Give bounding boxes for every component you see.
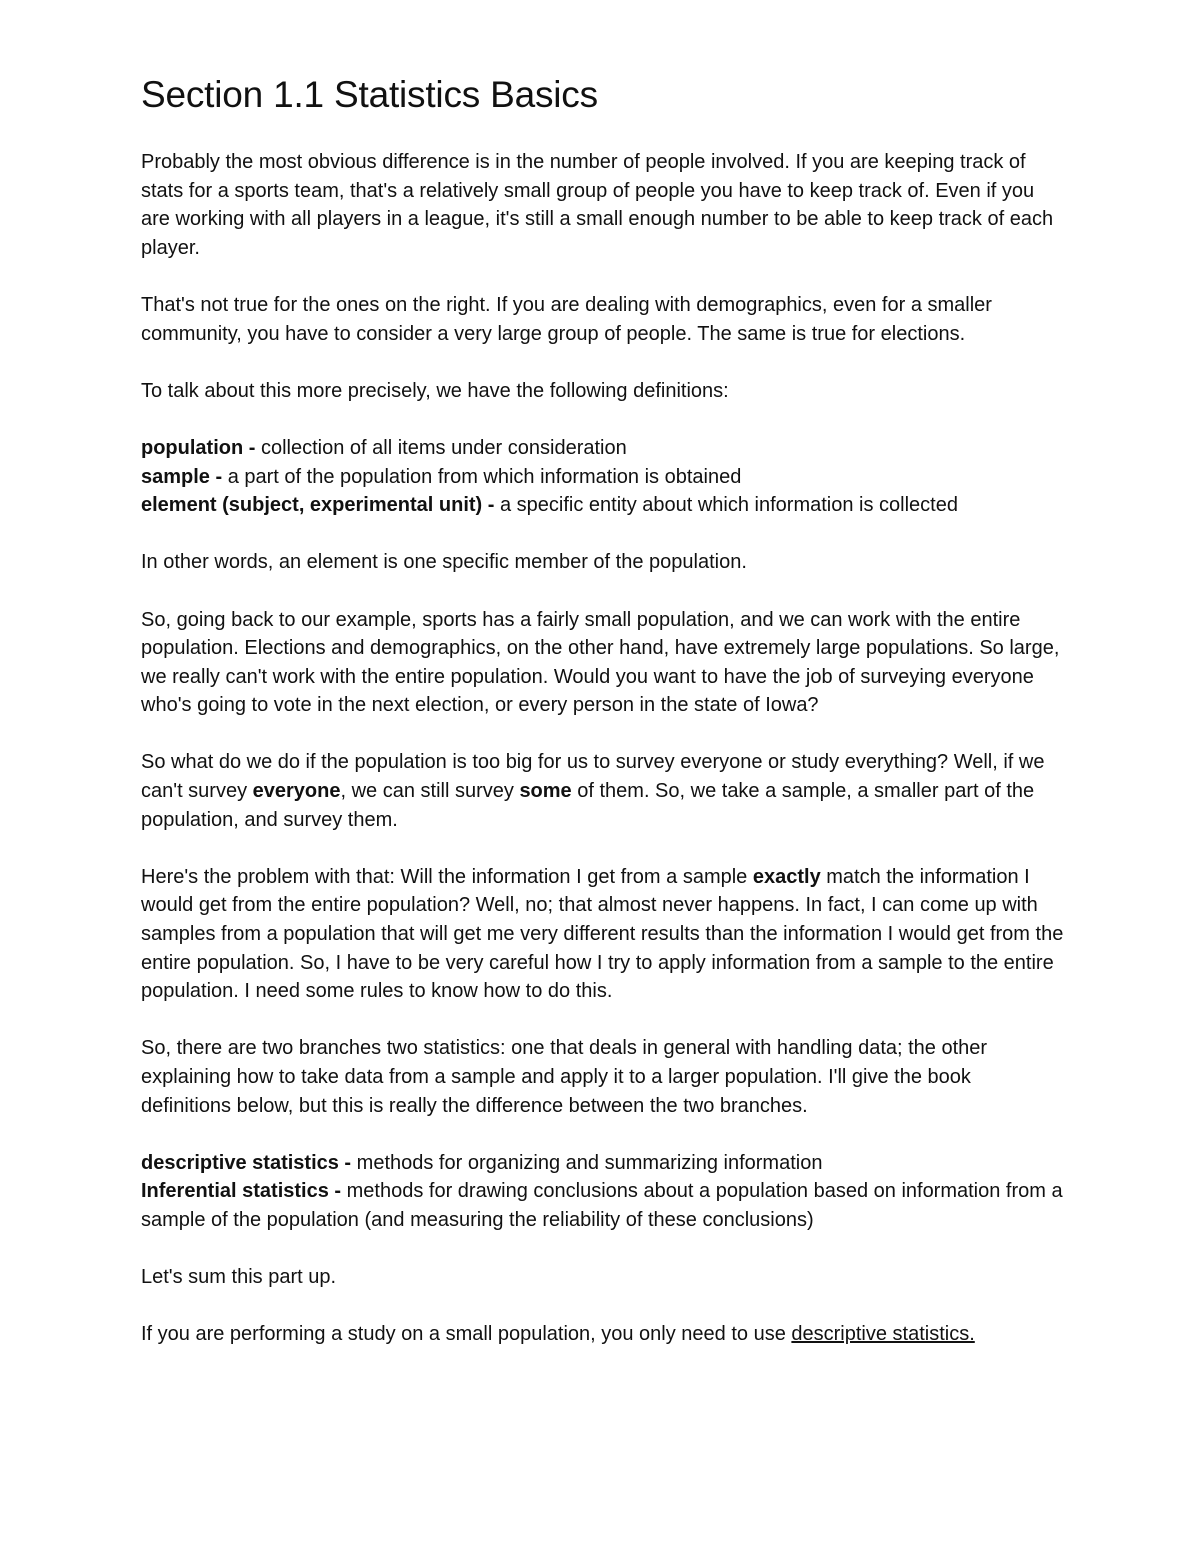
definition-inferential bbox=[141, 1177, 1066, 1234]
definition-sample bbox=[141, 463, 1066, 492]
definition-text: collection of all items under consideration bbox=[260, 436, 627, 459]
paragraph-sampling bbox=[141, 748, 1066, 834]
definition-text: methods for drawing conclusions about a population based on information from a sample of the population (and measuring the reliability of these conclusions) bbox=[141, 1180, 1063, 1231]
paragraph-small-population bbox=[141, 1320, 1066, 1349]
paragraph-right-side: That's not true for the ones on the right. If you are dealing with demographics, even for a smaller community, you have to consider a very large group of people. The same is true for elections. bbox=[141, 293, 992, 345]
definition-text: a part of the population from which information is obtained bbox=[227, 465, 742, 488]
emphasis-exactly: exactly bbox=[752, 865, 821, 888]
definition-term: element (subject, experimental unit) - bbox=[141, 494, 500, 517]
paragraph-branches: So, there are two branches two statistics: one that deals in general with handling data; the other explaining how to take data from a sample and apply it to a larger population. I'll give the book definitions below, but this is really the difference between the two branches. bbox=[141, 1037, 988, 1117]
paragraph-intro: Probably the most obvious difference is in the number of people involved. If you are keeping track of stats for a sports team, that's a relatively small group of people you have to keep track of. Even if you are working with all players in a league, it's still a small enough number to be able to keep track of each player. bbox=[141, 151, 1054, 259]
paragraph-definitions-lead: To talk about this more precisely, we have the following definitions: bbox=[141, 379, 729, 402]
paragraph-element: In other words, an element is one specific member of the population. bbox=[141, 551, 747, 574]
definitions-list-population bbox=[141, 434, 1066, 520]
definition-element bbox=[141, 491, 1066, 520]
text-run: If you are performing a study on a small population, you only need to use bbox=[141, 1323, 792, 1346]
descriptive-statistics-link[interactable]: descriptive statistics. bbox=[791, 1323, 975, 1346]
definitions-list-statistics bbox=[141, 1149, 1066, 1235]
text-run: of them. So, we take a sample, a smaller part of the population, and survey them. bbox=[141, 780, 1035, 831]
definition-population bbox=[141, 434, 1066, 463]
text-run: match the information I would get from the entire population? Well, no; that almost never happens. In fact, I can come up with samples from a population that will get me very different results than the information I would get from the entire population. So, I have to be very careful how I try to apply information from a sample to the entire population. I need some rules to know how to do this. bbox=[141, 865, 1064, 1003]
definition-text: a specific entity about which information is collected bbox=[499, 494, 958, 517]
text-run: Here's the problem with that: Will the information I get from a sample bbox=[141, 865, 753, 888]
paragraph-example: So, going back to our example, sports has a fairly small population, and we can work with the entire population. Elections and demographics, on the other hand, have extremely large populations. So large, we really can't work with the entire population. Would you want to have the job of surveying everyone who's going to vote in the next election, or every person in the state of Iowa? bbox=[141, 608, 1060, 717]
page-title: Section 1.1 Statistics Basics bbox=[141, 74, 598, 115]
emphasis-everyone: everyone bbox=[252, 780, 341, 803]
paragraph-problem bbox=[141, 863, 1066, 1006]
definition-term: sample - bbox=[141, 465, 228, 488]
emphasis-some: some bbox=[519, 780, 572, 803]
text-run: , we can still survey bbox=[340, 780, 520, 803]
definition-term: descriptive statistics - bbox=[141, 1151, 357, 1174]
definition-text: methods for organizing and summarizing information bbox=[356, 1151, 823, 1174]
definition-descriptive bbox=[141, 1149, 1066, 1178]
paragraph-summary-lead: Let's sum this part up. bbox=[141, 1266, 337, 1289]
definition-term: Inferential statistics - bbox=[141, 1180, 347, 1203]
document-page bbox=[141, 70, 1066, 1378]
text-run: So what do we do if the population is too big for us to survey everyone or study everything? Well, if we can't survey bbox=[141, 751, 1045, 803]
definition-term: population - bbox=[141, 436, 261, 459]
